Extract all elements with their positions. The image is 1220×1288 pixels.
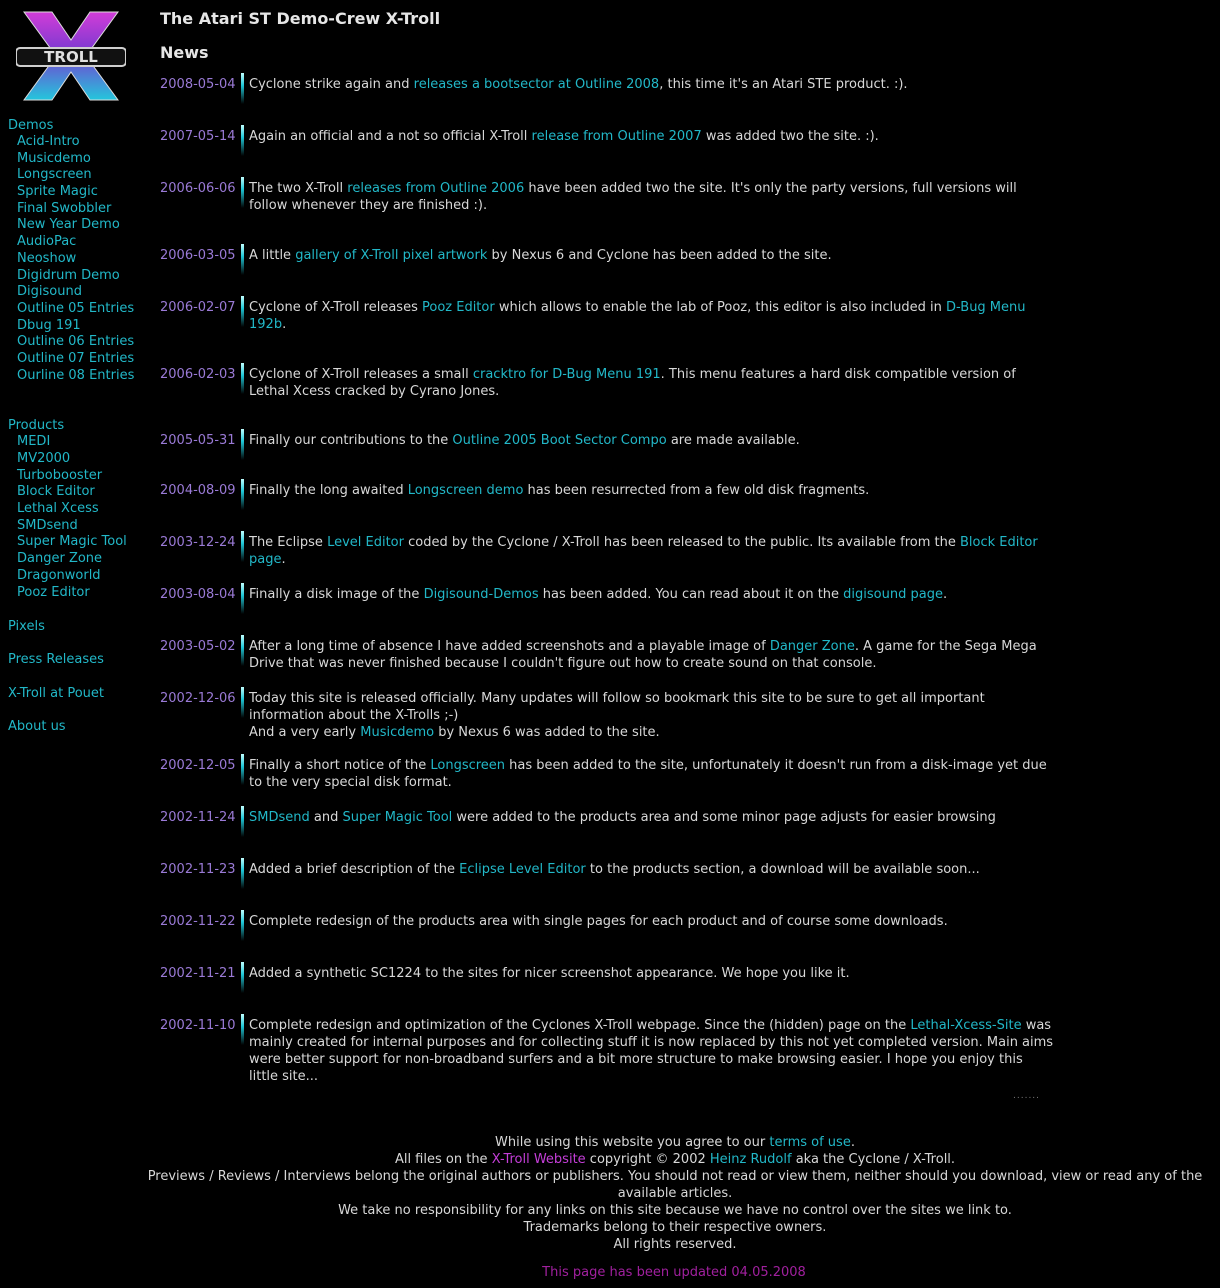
nav-product-mv2000[interactable]: MV2000 [17, 451, 71, 466]
news-link[interactable]: cracktro for D-Bug Menu 191 [472, 367, 661, 382]
x-troll-website-link[interactable]: X-Troll Website [491, 1152, 586, 1167]
news-text-segment: . [282, 317, 287, 332]
news-divider-bar [241, 363, 244, 394]
news-text-segment: Cyclone strike again and [249, 77, 414, 92]
news-link[interactable]: Super Magic Tool [342, 810, 453, 825]
footer-previews-line: Previews / Reviews / Interviews belong the original authors or publishers. You should not read or view them, neither should you download, view or read any of the available articles. [147, 1169, 1203, 1201]
news-date: 2002-11-24 [160, 810, 236, 825]
nav-demo-ourline-08-entries[interactable]: Ourline 08 Entries [17, 367, 135, 383]
news-divider-bar [241, 479, 244, 510]
news-text-segment: Added a synthetic SC1224 to the sites for nicer screenshot appearance. We hope you like it. [249, 966, 850, 981]
news-text [249, 586, 1055, 603]
news-divider-bar [241, 125, 244, 156]
nav-product-lethal-xcess[interactable]: Lethal Xcess [17, 501, 99, 517]
news-divider-bar [241, 962, 244, 993]
nav-about-us[interactable]: About us [8, 719, 66, 735]
news-text-segment: Finally the long awaited [249, 483, 408, 498]
product-links [8, 434, 153, 601]
news-text-segment: by Nexus 6 and Cyclone has been added to the site. [487, 248, 832, 263]
news-link[interactable]: releases from Outline 2006 [347, 181, 525, 196]
news-date: 2005-05-31 [160, 433, 236, 448]
nav-demo-dbug-191[interactable]: Dbug 191 [17, 317, 81, 333]
news-text-segment: have been added two the site. It's only the party versions, full versions will follow whenever they are finished :). [249, 181, 1017, 213]
footer-terms-line: While using this website you agree to our terms of use. [495, 1135, 855, 1150]
news-divider-bar [241, 429, 244, 460]
news-text [249, 534, 1055, 568]
site-title: The Atari ST Demo-Crew X-Troll [160, 9, 441, 28]
news-text-segment: were added to the products area and some minor page adjusts for easier browsing [452, 810, 996, 825]
news-date: 2006-02-07 [160, 300, 236, 315]
nav-product-super-magic-tool[interactable]: Super Magic Tool [17, 534, 127, 550]
nav-demo-digisound[interactable]: Digisound [17, 284, 82, 300]
nav-demo-outline-07-entries[interactable]: Outline 07 Entries [17, 350, 135, 366]
news-link[interactable]: Lethal-Xcess-Site [910, 1018, 1022, 1033]
news-divider-bar [241, 754, 244, 785]
news-divider-bar [241, 858, 244, 889]
news-link[interactable]: Pooz Editor [421, 300, 495, 315]
news-divider-bar [241, 910, 244, 941]
news-divider-bar [241, 1014, 244, 1045]
logo-text: TROLL [44, 48, 98, 66]
news-text [249, 690, 1055, 741]
nav-demo-outline-06-entries[interactable]: Outline 06 Entries [17, 334, 135, 350]
news-link[interactable]: Longscreen demo [407, 483, 524, 498]
news-text-segment: which allows to enable the lab of Pooz, this editor is also included in [494, 300, 947, 315]
news-text-segment: Complete redesign of the products area with single pages for each product and of course some downloads. [249, 914, 948, 929]
nav-demo-longscreen[interactable]: Longscreen [17, 167, 92, 183]
news-divider-bar [241, 296, 244, 327]
news-text [249, 482, 1055, 499]
heinz-rudolf-link[interactable]: Heinz Rudolf [709, 1152, 792, 1167]
news-text [249, 638, 1055, 672]
news-divider-bar [241, 73, 244, 104]
news-date: 2007-05-14 [160, 129, 236, 144]
x-troll-logo-icon [16, 10, 126, 102]
news-link[interactable]: Digisound-Demos [423, 587, 539, 602]
news-date: 2002-11-21 [160, 966, 236, 981]
news-text-segment: And a very early [249, 725, 361, 740]
news-text-segment: and [309, 810, 343, 825]
news-text [249, 180, 1055, 214]
news-text-segment: Today this site is released officially. Many updates will follow so bookmark this site to be sure to get all important information about the X-Trolls ;-) [249, 691, 985, 723]
news-text-segment: was mainly created for internal purposes and for collecting stuff it is now replaced by this not yet completed version. Main aims were better support for non-broadband surfers and a bit more structure to make browsing easier. I hope you enjoy this little site... [249, 1018, 1054, 1084]
news-text [249, 757, 1055, 791]
nav-demo-digidrum-demo[interactable]: Digidrum Demo [17, 267, 120, 283]
news-divider-bar [241, 244, 244, 275]
nav-pouet[interactable]: X-Troll at Pouet [8, 685, 105, 701]
news-link[interactable]: Danger Zone [769, 639, 855, 654]
nav-product-dragonworld[interactable]: Dragonworld [17, 567, 101, 583]
news-text-segment: has been added to the site, unfortunately it doesn't run from a disk-image yet due to the very special disk format. [249, 758, 1047, 790]
footer-trademarks-line: Trademarks belong to their respective owners. [523, 1220, 827, 1235]
news-text-segment: has been added. You can read about it on the [538, 587, 844, 602]
last-updated: This page has been updated 04.05.2008 [542, 1265, 806, 1280]
ellipsis-dots: ....... [1013, 1091, 1041, 1101]
news-link[interactable]: gallery of X-Troll pixel artwork [295, 248, 488, 263]
footer [136, 1134, 1214, 1253]
nav-product-pooz-editor[interactable]: Pooz Editor [17, 584, 90, 600]
news-link[interactable]: digisound page [843, 587, 943, 602]
news-text-segment: are made available. [666, 433, 800, 448]
news-text-segment: , this time it's an Atari STE product. :). [659, 77, 908, 92]
news-heading: News [160, 43, 209, 62]
nav-demo-neoshow[interactable]: Neoshow [17, 250, 77, 266]
news-text [249, 299, 1055, 333]
news-text [249, 809, 1055, 826]
news-text [249, 1017, 1055, 1085]
news-text-segment: coded by the Cyclone / X-Troll has been released to the public. Its available from the [403, 535, 960, 550]
news-text-segment: Again an official and a not so official X-Troll [249, 129, 532, 144]
news-date: 2003-12-24 [160, 535, 236, 550]
nav-pixels[interactable]: Pixels [8, 618, 45, 634]
news-text [249, 432, 1055, 449]
news-text [249, 965, 1055, 982]
news-date: 2006-03-05 [160, 248, 236, 263]
news-date: 2002-11-10 [160, 1018, 236, 1033]
news-link[interactable]: Musicdemo [360, 725, 435, 740]
news-text-segment: Finally a disk image of the [249, 587, 424, 602]
news-divider-bar [241, 806, 244, 837]
news-text-segment: . [942, 587, 948, 602]
news-date: 2002-11-22 [160, 914, 236, 929]
nav-product-smdsend[interactable]: SMDsend [17, 517, 78, 533]
news-text-segment: Finally our contributions to the [249, 433, 453, 448]
news-date: 2006-06-06 [160, 181, 236, 196]
news-date: 2002-12-05 [160, 758, 236, 773]
news-link[interactable]: Eclipse Level Editor [459, 862, 586, 877]
news-text-segment: has been resurrected from a few old disk fragments. [523, 483, 870, 498]
news-link[interactable]: release from Outline 2007 [531, 129, 702, 144]
news-text-segment: was added two the site. :). [701, 129, 879, 144]
news-link[interactable]: Outline 2005 Boot Sector Compo [452, 433, 667, 448]
news-divider-bar [241, 177, 244, 208]
news-link[interactable]: Block Editor page [249, 535, 1038, 567]
x-troll-logo[interactable] [16, 10, 126, 102]
news-text-segment: Cyclone of X-Troll releases a small [249, 367, 473, 382]
news-link[interactable]: releases a bootsector at Outline 2008 [413, 77, 660, 92]
nav-product-turbobooster[interactable]: Turbobooster [17, 467, 103, 483]
news-text-segment: Complete redesign and optimization of the Cyclones X-Troll webpage. Since the (hidden) page on the [249, 1018, 911, 1033]
footer-links-line: We take no responsibility for any links on this site because we have no control over the sites we link to. [338, 1203, 1012, 1218]
nav-demo-musicdemo[interactable]: Musicdemo [17, 150, 91, 166]
news-text-segment: by Nexus 6 was added to the site. [434, 725, 660, 740]
footer-rights-line: All rights reserved. [613, 1237, 737, 1252]
news-text [249, 76, 1055, 93]
news-text [249, 913, 1055, 930]
nav-demo-sprite-magic[interactable]: Sprite Magic [17, 184, 98, 200]
news-link[interactable]: D-Bug Menu 192b [249, 300, 1026, 332]
news-text [249, 861, 1055, 878]
nav-demo-audiopac[interactable]: AudioPac [17, 234, 77, 250]
news-date: 2004-08-09 [160, 483, 236, 498]
news-link[interactable]: SMDsend [249, 810, 310, 825]
news-text-segment: to the products section, a download will be available soon... [585, 862, 980, 877]
news-date: 2002-11-23 [160, 862, 236, 877]
nav-product-danger-zone[interactable]: Danger Zone [17, 551, 103, 567]
nav-demo-outline-05-entries[interactable]: Outline 05 Entries [17, 300, 135, 316]
sidebar [8, 117, 153, 735]
news-date: 2003-08-04 [160, 587, 236, 602]
news-text-segment: . This menu features a hard disk compatible version of Lethal Xcess cracked by Cyrano Jones. [249, 367, 1016, 399]
nav-product-block-editor[interactable]: Block Editor [17, 484, 95, 500]
nav-demo-new-year-demo[interactable]: New Year Demo [17, 217, 120, 233]
news-text [249, 128, 1055, 145]
news-text-segment: After a long time of absence I have added screenshots and a playable image of [249, 639, 770, 654]
nav-demo-final-swobbler[interactable]: Final Swobbler [17, 200, 112, 216]
news-divider-bar [241, 635, 244, 666]
nav-products[interactable]: Products [8, 418, 65, 434]
news-divider-bar [241, 687, 244, 718]
news-date: 2002-12-06 [160, 691, 236, 706]
news-text-segment: The Eclipse [249, 535, 328, 550]
nav-product-medi[interactable]: MEDI [17, 434, 51, 450]
news-link[interactable]: Longscreen [430, 758, 506, 773]
terms-of-use-link[interactable]: terms of use [769, 1135, 851, 1150]
news-divider-bar [241, 583, 244, 614]
news-text [249, 247, 1055, 264]
news-text [249, 366, 1055, 400]
nav-press-releases[interactable]: Press Releases [8, 652, 104, 668]
footer-copyright-line: All files on the X-Troll Website copyright © 2002 Heinz Rudolf aka the Cyclone / X-Troll. [394, 1152, 956, 1167]
nav-demo-acid-intro[interactable]: Acid-Intro [17, 134, 80, 149]
nav-demos[interactable]: Demos [8, 118, 54, 133]
news-divider-bar [241, 531, 244, 562]
news-text-segment: . [281, 552, 286, 567]
news-text-segment: A little [249, 248, 296, 263]
news-text-segment: Cyclone of X-Troll releases [249, 300, 422, 315]
news-link[interactable]: Level Editor [327, 535, 404, 550]
news-date: 2003-05-02 [160, 639, 236, 654]
news-date: 2006-02-03 [160, 367, 236, 382]
demo-links [8, 134, 153, 384]
news-date: 2008-05-04 [160, 77, 236, 92]
news-text-segment: . A game for the Sega Mega Drive that was never finished because I couldn't figure out how to create sound on that console. [249, 639, 1037, 671]
news-text-segment: The two X-Troll [249, 181, 348, 196]
news-text-segment: Added a brief description of the [249, 862, 460, 877]
news-text-segment: Finally a short notice of the [249, 758, 431, 773]
